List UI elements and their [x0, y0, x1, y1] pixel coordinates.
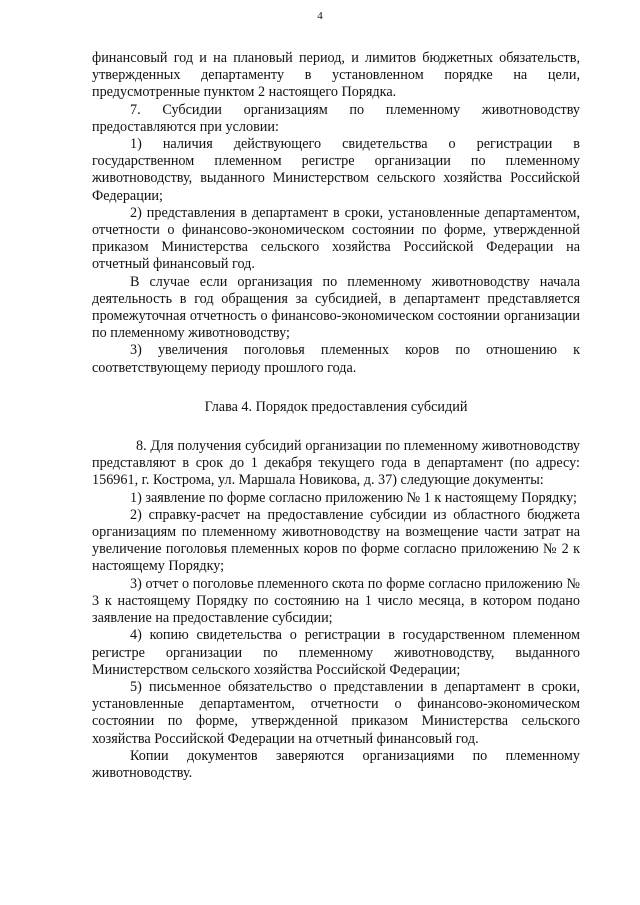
paragraph-copies: Копии документов заверяются организациями по племенному животноводству. [92, 747, 580, 781]
paragraph-condition-2: 2) представления в департамент в сроки, установленные департаментом, отчетности о финансово-экономическом состоянии по форме, утвержденной приказом Министерства сельского хозяйства Российской Федерации на отчетный финансовый год. [92, 204, 580, 273]
document-body [92, 50, 580, 782]
paragraph-condition-3: 3) увеличения поголовья племенных коров по отношению к соответствующему периоду прошлого года. [92, 342, 580, 376]
paragraph-budget-limits: финансовый год и на плановый период, и лимитов бюджетных обязательств, утвержденных департаменту в установленном порядке на цели, предусмотренные пунктом 2 настоящего Порядка. [92, 50, 580, 101]
page-number: 4 [317, 10, 323, 22]
paragraph-item-7: 7. Субсидии организациям по племенному животноводству предоставляются при условии: [92, 101, 580, 135]
paragraph-document-2: 2) справку-расчет на предоставление субсидии из областного бюджета организациям по племенному животноводству на возмещение части затрат на увеличение поголовья племенных коров по форме согласно приложению № 2 к настоящему Порядку; [92, 506, 580, 575]
paragraph-document-4: 4) копию свидетельства о регистрации в государственном племенном регистре организации по племенному животноводству, выданного Министерством сельского хозяйства Российской Федерации; [92, 627, 580, 678]
chapter-heading: Глава 4. Порядок предоставления субсидий [204, 398, 468, 415]
paragraph-document-3: 3) отчет о поголовье племенного скота по форме согласно приложению № 3 к настоящему Порядку по состоянию на 1 число месяца, в котором подано заявление на предоставление субсидии; [92, 575, 580, 627]
paragraph-document-5: 5) письменное обязательство о представлении в департамент в сроки, установленные департаментом, отчетности о финансово-экономическом состоянии по форме, утвержденной приказом Министерства сельского хозяйства Российской Федерации на отчетный финансовый год. [92, 678, 580, 747]
paragraph-condition-1: 1) наличия действующего свидетельства о регистрации в государственном племенном регистре организации по племенному животноводству, выданного Министерством сельского хозяйства Российской Федерации; [92, 136, 580, 204]
paragraph-new-organization: В случае если организация по племенному животноводству начала деятельность в год обращения за субсидией, в департамент представляется промежуточная отчетность о финансово-экономическом состоянии организации по племенному животноводству; [92, 273, 580, 342]
paragraph-item-8: 8. Для получения субсидий организации по племенному животноводству представляют в срок до 1 декабря текущего года в департамент (по адресу: 156961, г. Кострома, ул. Маршала Новикова, д. 37) следующие документы: [92, 438, 580, 489]
paragraph-document-1: 1) заявление по форме согласно приложению № 1 к настоящему Порядку; [130, 489, 577, 506]
